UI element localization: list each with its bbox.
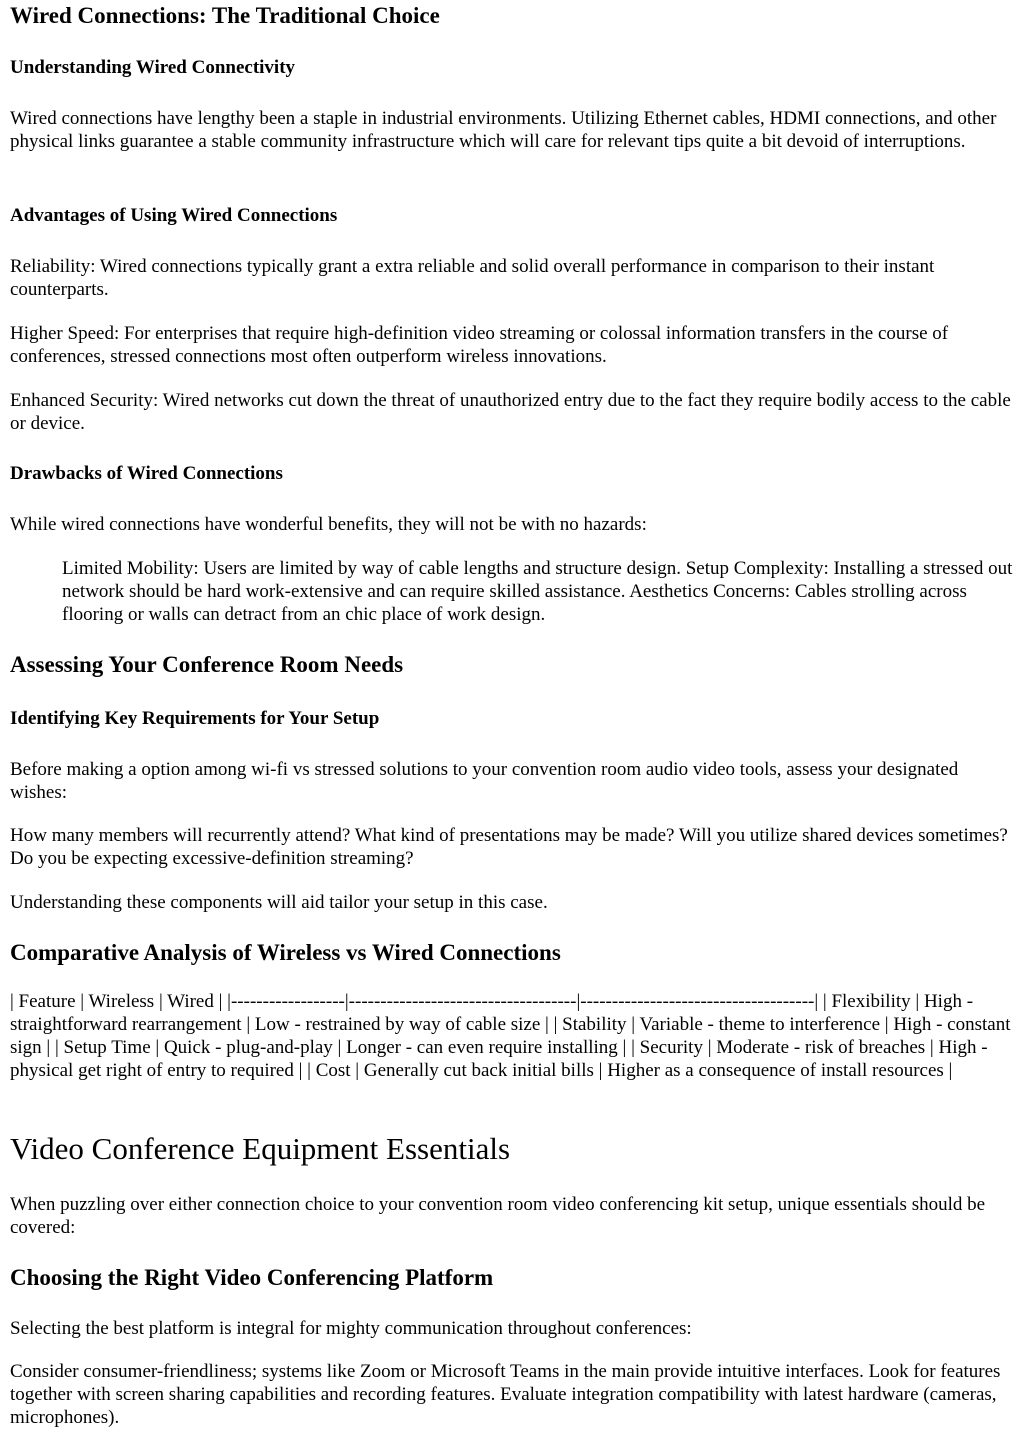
heading-wired-connections: Wired Connections: The Traditional Choice	[10, 3, 440, 28]
heading-advantages: Advantages of Using Wired Connections	[10, 205, 338, 226]
paragraph-identifying-requirements: Before making a option among wi-fi vs stressed solutions to your convention room audio video tools, assess your designated wishes:	[10, 759, 959, 803]
paragraph-video-equipment: When puzzling over either connection choice to your convention room video conferencing kit setup, unique essentials should be covered:	[10, 1194, 986, 1238]
heading-comparative-analysis: Comparative Analysis of Wireless vs Wired Connections	[10, 940, 561, 965]
heading-identifying-requirements: Identifying Key Requirements for Your Setup	[10, 708, 380, 729]
heading-choosing-platform: Choosing the Right Video Conferencing Platform	[10, 1265, 494, 1290]
paragraph-advantage-security: Enhanced Security: Wired networks cut down the threat of unauthorized entry due to the fact they require bodily access to the cable or device.	[10, 390, 1011, 434]
paragraph-comparative-table: | Feature | Wireless | Wired | |------------------|------------------------------------|-------------------------------------| | Flexibility | High - straightforward rearrangement | Low - restrained by way of cable size | | Stability | Variable - theme to interference | High - constant sign | | Setup Time | Quick - plug-and-play | Longer - can even require installing | | Security | Moderate - risk of breaches | High - physical get right of entry to required | | Cost | Generally cut back initial bills | Higher as a consequence of install resources |	[10, 991, 1011, 1081]
paragraph-advantage-reliability: Reliability: Wired connections typically grant a extra reliable and solid overall performance in comparison to their instant counterparts.	[10, 256, 935, 300]
heading-video-equipment: Video Conference Equipment Essentials	[10, 1131, 511, 1166]
paragraph-questions: How many members will recurrently attend? What kind of presentations may be made? Will you utilize shared devices sometimes? Do you be expecting excessive-definition streaming?	[10, 825, 1008, 869]
heading-drawbacks: Drawbacks of Wired Connections	[10, 463, 283, 484]
heading-understanding-wired: Understanding Wired Connectivity	[10, 57, 296, 78]
paragraph-understanding-wired: Wired connections have lengthy been a staple in industrial environments. Utilizing Ethernet cables, HDMI connections, and other physical links guarantee a stable community infrastructure which will care for relevant tips quite a bit devoid of interruptions.	[10, 108, 997, 152]
paragraph-drawbacks-intro: While wired connections have wonderful benefits, they will not be with no hazards:	[10, 514, 647, 535]
heading-assessing-needs: Assessing Your Conference Room Needs	[10, 652, 404, 677]
paragraph-understanding-components: Understanding these components will aid tailor your setup in this case.	[10, 892, 548, 913]
blockquote-drawbacks: Limited Mobility: Users are limited by way of cable lengths and structure design. Setup Complexity: Installing a stressed out network should be hard work-extensive and can require skilled assistance. Aesthetics Concerns: Cables strolling across flooring or walls can detract from an chic place of work design.	[62, 558, 1013, 625]
paragraph-choosing-platform: Selecting the best platform is integral for mighty communication throughout conferences:	[10, 1318, 692, 1339]
paragraph-advantage-speed: Higher Speed: For enterprises that require high-definition video streaming or colossal information transfers in the course of conferences, stressed connections most often outperform wireless innovations.	[10, 323, 949, 367]
paragraph-consider: Consider consumer-friendliness; systems like Zoom or Microsoft Teams in the main provide intuitive interfaces. Look for features together with screen sharing capabilities and recording features. Evaluate integration compatibility with latest hardware (cameras, microphones).	[10, 1361, 1001, 1428]
